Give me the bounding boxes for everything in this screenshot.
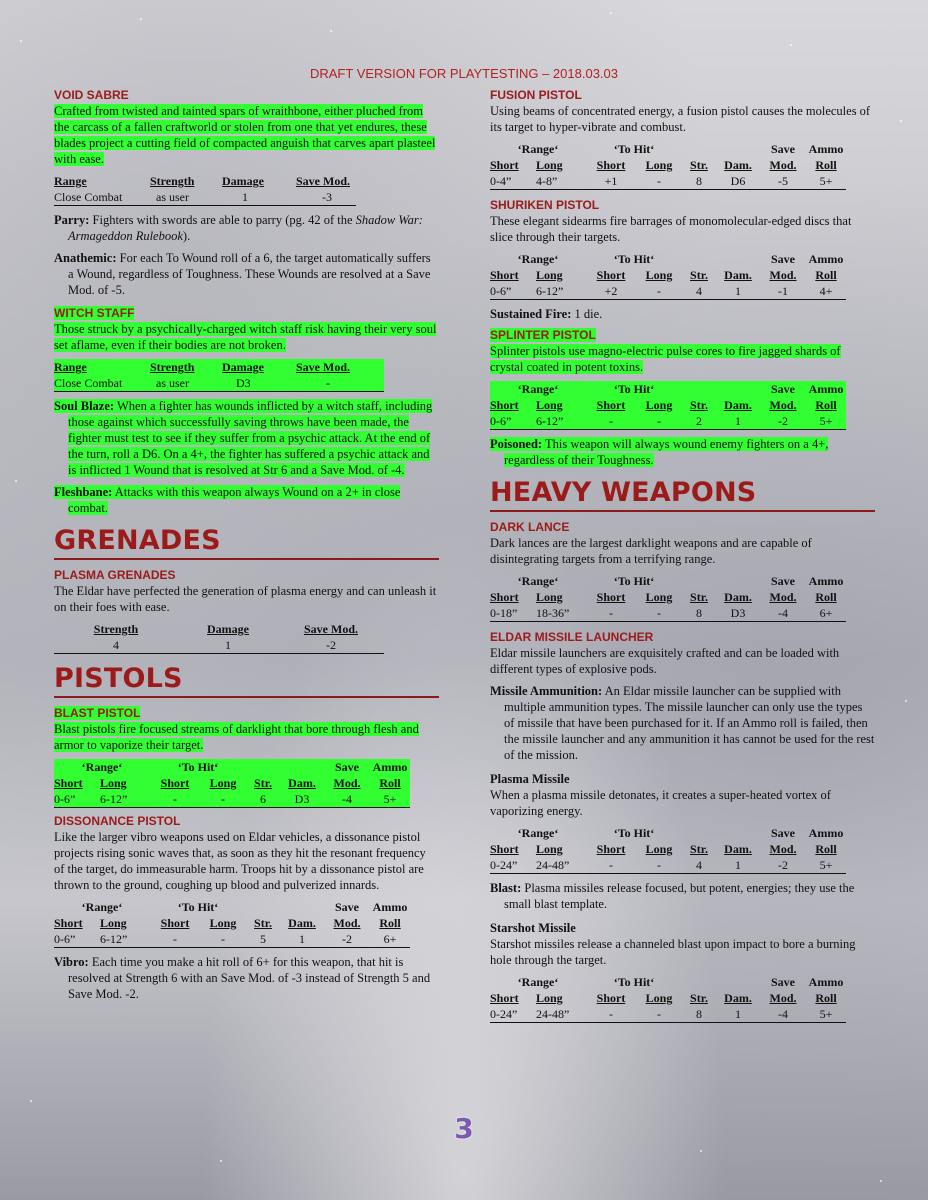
table-header: Short <box>54 916 83 930</box>
table-cell: 1 <box>299 932 305 946</box>
table-cell: -2 <box>342 932 352 946</box>
table-header: Short <box>490 842 519 856</box>
table-header: Roll <box>806 397 846 413</box>
table-header: Long <box>536 158 563 172</box>
table-header: Long <box>645 991 673 1005</box>
weapon-name: ELDAR MISSILE LAUNCHER <box>490 630 654 644</box>
table-header: ‘To Hit‘ <box>613 252 655 266</box>
rule-label: Soul Blaze: <box>54 399 115 413</box>
weapon-description: Splinter pistols use magno-electric pulse cores to fire jagged shards of crystal coated in potent toxins. <box>490 344 841 374</box>
table-header: Roll <box>370 775 410 791</box>
table-header: Dam. <box>724 991 752 1005</box>
stats-table <box>54 173 356 206</box>
table-header: Short <box>596 842 626 856</box>
ranged-stats-table <box>490 573 846 622</box>
rule-text: This weapon will always wound enemy fighters on a 4+, regardless of their Toughness. <box>504 437 829 467</box>
table-cell: - <box>200 791 246 808</box>
table-cell: 4 <box>696 284 702 298</box>
table-header: Dam. <box>280 775 324 791</box>
ranged-stats-table <box>54 759 410 808</box>
table-cell: -3 <box>322 190 332 204</box>
table-cell: Close Combat <box>54 375 150 392</box>
table-header: Long <box>645 268 673 282</box>
table-header: Save <box>771 252 795 266</box>
weapon-name: DISSONANCE PISTOL <box>54 814 181 828</box>
page-number: 3 <box>454 1112 474 1145</box>
table-cell: 5+ <box>819 174 833 188</box>
ranged-stats-table <box>490 381 846 430</box>
table-header: Damage <box>222 174 264 188</box>
table-header: Roll <box>815 268 837 282</box>
table-cell: -2 <box>326 638 336 652</box>
table-header: ‘To Hit‘ <box>613 574 655 588</box>
weapon-description: Blast pistols fire focused streams of darklight that bore through flesh and armor to vaporize their target. <box>54 722 419 752</box>
table-header: ‘To Hit‘ <box>586 381 682 397</box>
table-header: Ammo <box>808 142 844 156</box>
table-header: ‘To Hit‘ <box>613 142 655 156</box>
table-cell: 0-6” <box>54 932 76 946</box>
table-cell: 0-6” <box>490 284 512 298</box>
table-header: Str. <box>682 397 716 413</box>
table-header: Save <box>771 142 795 156</box>
rule-label: Vibro: <box>54 955 89 969</box>
rule-sustained-fire <box>490 306 875 322</box>
table-header: Long <box>636 397 682 413</box>
table-header: Str. <box>690 991 708 1005</box>
table-header: Save <box>324 759 370 775</box>
table-cell: 1 <box>225 638 231 652</box>
table-cell: - <box>636 413 682 430</box>
background-star <box>880 1180 882 1182</box>
table-cell: as user <box>150 375 222 392</box>
rule-blast <box>490 880 875 912</box>
table-header: Short <box>596 590 626 604</box>
section-title: GRENADES <box>54 526 439 560</box>
table-header: ‘To Hit‘ <box>177 900 219 914</box>
table-header: Range <box>54 174 87 188</box>
table-header: Range <box>54 359 150 375</box>
table-cell: -1 <box>778 284 788 298</box>
table-cell: - <box>657 174 661 188</box>
table-cell: 4 <box>696 858 702 872</box>
table-cell: 5+ <box>370 791 410 808</box>
left-column <box>54 88 439 1008</box>
table-cell: 6-12” <box>536 413 586 430</box>
table-header: Dam. <box>724 842 752 856</box>
table-header: Short <box>490 991 519 1005</box>
table-header: Save <box>760 381 806 397</box>
table-cell: - <box>657 606 661 620</box>
table-header: Save <box>771 826 795 840</box>
table-cell: 0-4” <box>490 174 512 188</box>
table-cell: 4+ <box>819 284 833 298</box>
weapon-name: SHURIKEN PISTOL <box>490 198 600 212</box>
table-cell: D3 <box>222 375 296 392</box>
table-header: ‘Range‘ <box>54 759 150 775</box>
table-cell: - <box>609 606 613 620</box>
table-header: Save Mod. <box>296 359 384 375</box>
table-header: Damage <box>222 359 296 375</box>
rule-italic: Shadow War: Armageddon Rulebook <box>68 213 423 243</box>
background-star <box>700 1150 702 1152</box>
background-star <box>30 1100 32 1102</box>
table-header: Ammo <box>808 975 844 989</box>
rule-label: Fleshbane: <box>54 485 113 499</box>
rule-label: Poisoned: <box>490 437 543 451</box>
table-header: Roll <box>815 590 837 604</box>
table-header: Short <box>490 158 519 172</box>
background-star <box>610 12 612 14</box>
table-header: Str. <box>246 775 280 791</box>
table-header: Mod. <box>769 842 797 856</box>
table-cell: 0-6” <box>54 791 100 808</box>
table-cell: 0-24” <box>490 858 518 872</box>
rule-anathemic <box>54 250 439 298</box>
table-cell: 8 <box>696 606 702 620</box>
table-cell: - <box>657 284 661 298</box>
table-cell: +2 <box>604 284 618 298</box>
table-header: Long <box>645 590 673 604</box>
ranged-stats-table <box>54 899 410 948</box>
table-cell: -5 <box>778 174 788 188</box>
table-header: Ammo <box>808 826 844 840</box>
table-header: Str. <box>690 842 708 856</box>
table-cell: 1 <box>735 858 741 872</box>
background-star <box>905 700 907 702</box>
rule-vibro <box>54 954 439 1002</box>
table-header: Mod. <box>769 158 797 172</box>
rule-soul-blaze <box>54 398 439 478</box>
table-header: ‘Range‘ <box>517 142 559 156</box>
table-header: ‘To Hit‘ <box>613 975 655 989</box>
table-header: Strength <box>150 174 195 188</box>
table-header: Mod. <box>333 916 361 930</box>
table-header <box>246 899 324 915</box>
table-header: Long <box>536 268 563 282</box>
ranged-stats-table <box>490 825 846 874</box>
rule-text: Each time you make a hit roll of 6+ for this weapon, that hit is resolved at Strength 6 with an Save Mod. of -3 instead of Strength 5 and Save Mod. -2. <box>68 955 431 1001</box>
rule-label: Anathemic: <box>54 251 117 265</box>
table-cell: - <box>586 413 636 430</box>
table-cell: D6 <box>730 174 746 188</box>
table-header: Dam. <box>716 397 760 413</box>
table-header: Ammo <box>372 900 408 914</box>
table-header <box>682 825 760 841</box>
table-cell: -2 <box>760 413 806 430</box>
table-header: Str. <box>690 158 708 172</box>
table-header: Save <box>771 975 795 989</box>
table-header <box>682 573 760 589</box>
rule-label: Parry: <box>54 213 90 227</box>
table-header: Damage <box>207 622 249 636</box>
table-cell: +1 <box>604 174 618 188</box>
table-header: ‘To Hit‘ <box>150 759 246 775</box>
weapon-name: DARK LANCE <box>490 520 570 534</box>
table-header: Dam. <box>288 916 316 930</box>
table-header: Long <box>536 397 586 413</box>
section-title: HEAVY WEAPONS <box>490 478 875 512</box>
weapon-description: The Eldar have perfected the generation of plasma energy and can unleash it on their foes with ease. <box>54 584 437 614</box>
table-cell: 1 <box>716 413 760 430</box>
weapon-name: PLASMA GRENADES <box>54 568 176 582</box>
table-header: Str. <box>254 916 272 930</box>
table-header: Dam. <box>724 268 752 282</box>
table-header: Roll <box>815 991 837 1005</box>
table-cell: 0-18” <box>490 606 518 620</box>
table-cell: as user <box>156 190 189 204</box>
table-header: Short <box>490 268 519 282</box>
section-title: PISTOLS <box>54 664 439 698</box>
draft-header: DRAFT VERSION FOR PLAYTESTING – 2018.03.03 <box>309 66 618 81</box>
background-star <box>330 30 332 32</box>
table-cell: 6-12” <box>100 791 150 808</box>
ranged-stats-table <box>490 251 846 300</box>
table-header: Ammo <box>808 574 844 588</box>
table-cell: D3 <box>280 791 324 808</box>
rule-text: Attacks with this weapon always Wound on a 2+ in close combat. <box>68 485 401 515</box>
weapon-name: BLAST PISTOL <box>54 706 141 720</box>
background-star <box>790 44 792 46</box>
weapon-description: Using beams of concentrated energy, a fusion pistol causes the molecules of its target to hyper-vibrate and combust. <box>490 104 871 134</box>
table-header: Str. <box>690 590 708 604</box>
background-star <box>220 1160 222 1162</box>
table-header: Mod. <box>769 268 797 282</box>
table-header: Ammo <box>808 252 844 266</box>
table-header: Long <box>100 775 150 791</box>
background-star <box>140 18 142 20</box>
weapon-description: Like the larger vibro weapons used on Eldar vehicles, a dissonance pistol projects rising sonic waves that, as soon as they hit the resonant frequency of the target, do immeasurable harm. Troops hit by a dissonance pistol are thrown to the ground, coughing up blood and pulverized innards. <box>54 830 426 892</box>
table-header: Short <box>596 991 626 1005</box>
table-header: Mod. <box>769 590 797 604</box>
weapon-description: Crafted from twisted and tainted spars of wraithbone, either pluched from the carcass of a fallen craftworld or stolen from one that yet endures, these blades project a cutting field of compacted anguish that carves apart plasteel with ease. <box>54 104 436 166</box>
stats-table <box>54 359 384 392</box>
table-header: Save Mod. <box>296 174 350 188</box>
table-header: Short <box>490 590 519 604</box>
ranged-stats-table <box>490 974 846 1023</box>
stats-table <box>54 621 384 654</box>
table-header: Ammo <box>370 759 410 775</box>
table-header: Long <box>200 775 246 791</box>
table-cell: - <box>173 932 177 946</box>
table-header <box>682 974 760 990</box>
table-cell: 8 <box>696 174 702 188</box>
table-cell: 6+ <box>383 932 397 946</box>
weapon-description: These elegant sidearms fire barrages of monomolecular-edged discs that slice through their targets. <box>490 214 852 244</box>
table-header <box>246 759 324 775</box>
table-header: ‘Range‘ <box>517 975 559 989</box>
table-cell: 8 <box>696 1007 702 1021</box>
table-cell: D3 <box>730 606 746 620</box>
table-header: Long <box>645 842 673 856</box>
table-header: Long <box>100 916 127 930</box>
table-header: Mod. <box>760 397 806 413</box>
table-cell: 5 <box>260 932 266 946</box>
table-cell: - <box>657 858 661 872</box>
table-cell: 6-12” <box>536 284 564 298</box>
weapon-name: VOID SABRE <box>54 88 129 102</box>
table-cell: - <box>150 791 200 808</box>
rule-text: 1 die. <box>571 307 603 321</box>
table-cell: 24-48” <box>536 858 570 872</box>
table-cell: - <box>609 858 613 872</box>
rule-parry <box>54 212 439 244</box>
rule-text: When a fighter has wounds inflicted by a witch staff, including those against which successfully saving throws have been made, the fighter must test to see if they suffer from a psychic attack. At the end of the turn, roll a D6. On a 4+, the fighter has suffered a psychic attack and is inflicted 1 Wound that is resolved at Str 6 and a Save Mod. of -4. <box>68 399 433 477</box>
weapon-name: FUSION PISTOL <box>490 88 582 102</box>
background-star <box>900 120 902 122</box>
rule-fleshbane <box>54 484 439 516</box>
table-header: Save <box>335 900 359 914</box>
table-header: Short <box>490 397 536 413</box>
rule-text: An Eldar missile launcher can be supplied with multiple ammunition types. The missile launcher can only use the types of missile that have been purchased for it. If an Ammo roll is failed, then the missile launcher and any ammunition it has cannot be used for the rest of the mission. <box>504 684 875 762</box>
table-header: Short <box>160 916 190 930</box>
table-cell: 4 <box>113 638 119 652</box>
background-star <box>15 480 17 482</box>
rule-text: For each To Wound roll of a 6, the target automatically suffers a Wound, regardless of Toughness. These Wounds are resolved at a Save Mod. of -5. <box>68 251 431 297</box>
table-header: ‘Range‘ <box>517 252 559 266</box>
table-cell: 24-48” <box>536 1007 570 1021</box>
table-header: Save Mod. <box>304 622 358 636</box>
weapon-description: Starshot missiles release a channeled blast upon impact to bore a burning hole through the target. <box>490 937 856 967</box>
table-header: Long <box>536 590 563 604</box>
weapon-description: Dark lances are the largest darklight weapons and are capable of disintegrating targets from a terrifying range. <box>490 536 812 566</box>
weapon-description: When a plasma missile detonates, it creates a super-heated vortex of vaporizing energy. <box>490 788 831 818</box>
table-cell: 6+ <box>819 606 833 620</box>
table-header: Ammo <box>806 381 846 397</box>
table-header: Long <box>645 158 673 172</box>
table-header <box>682 141 760 157</box>
table-cell: 4-8” <box>536 174 558 188</box>
weapon-description: Those struck by a psychically-charged witch staff risk having their very soul set aflame, even if their bodies are not broken. <box>54 322 437 352</box>
table-cell: 1 <box>735 1007 741 1021</box>
rule-label: Blast: <box>490 881 522 895</box>
weapon-name: SPLINTER PISTOL <box>490 328 596 342</box>
table-header: Short <box>586 397 636 413</box>
table-header: ‘Range‘ <box>517 826 559 840</box>
table-cell: - <box>657 1007 661 1021</box>
subweapon-name: Starshot Missile <box>490 921 576 935</box>
table-cell: 6 <box>246 791 280 808</box>
table-cell: 5+ <box>806 413 846 430</box>
background-star <box>20 40 22 42</box>
rule-text: Plasma missiles release focused, but potent, energies; they use the small blast template. <box>504 881 855 911</box>
table-cell: 5+ <box>819 1007 833 1021</box>
table-cell: Close Combat <box>54 190 123 204</box>
table-header <box>682 251 760 267</box>
table-header: Str. <box>690 268 708 282</box>
table-cell: 1 <box>242 190 248 204</box>
table-cell: - <box>609 1007 613 1021</box>
rule-label: Missile Ammunition: <box>490 684 603 698</box>
subweapon-name: Plasma Missile <box>490 772 570 786</box>
table-cell: -2 <box>778 858 788 872</box>
table-header: Long <box>209 916 237 930</box>
rule-label: Sustained Fire: <box>490 307 572 321</box>
table-cell: 18-36” <box>536 606 570 620</box>
table-header: Short <box>596 158 626 172</box>
table-header: Strength <box>93 622 139 636</box>
weapon-description: Eldar missile launchers are exquisitely crafted and can be loaded with different types of explosive pods. <box>490 646 840 676</box>
table-cell: - <box>296 375 384 392</box>
table-header: Roll <box>815 158 837 172</box>
rule-poisoned <box>490 436 875 468</box>
table-cell: 0-24” <box>490 1007 518 1021</box>
table-header <box>682 381 760 397</box>
rule-missile-ammunition <box>490 683 875 763</box>
table-cell: 1 <box>735 284 741 298</box>
weapon-name: WITCH STAFF <box>54 306 135 320</box>
table-header: Roll <box>379 916 401 930</box>
table-cell: 2 <box>682 413 716 430</box>
table-header: ‘To Hit‘ <box>613 826 655 840</box>
table-header: Roll <box>815 842 837 856</box>
table-cell: - <box>221 932 225 946</box>
table-cell: 5+ <box>819 858 833 872</box>
table-header: ‘Range‘ <box>81 900 123 914</box>
table-cell: -4 <box>324 791 370 808</box>
table-header: Strength <box>150 359 222 375</box>
table-header: Long <box>536 991 563 1005</box>
rule-text: ). <box>182 229 191 243</box>
table-header: Mod. <box>324 775 370 791</box>
table-header: Short <box>596 268 626 282</box>
table-cell: 6-12” <box>100 932 128 946</box>
table-cell: 0-6” <box>490 413 536 430</box>
table-header: ‘Range‘ <box>517 574 559 588</box>
table-cell: -4 <box>778 1007 788 1021</box>
table-cell: -4 <box>778 606 788 620</box>
table-header: Short <box>54 775 100 791</box>
table-header: Dam. <box>724 158 752 172</box>
table-header: Save <box>771 574 795 588</box>
table-header: Mod. <box>769 991 797 1005</box>
table-header: ‘Range‘ <box>490 381 586 397</box>
table-header: Dam. <box>724 590 752 604</box>
table-header: Long <box>536 842 563 856</box>
ranged-stats-table <box>490 141 846 190</box>
table-header: Short <box>150 775 200 791</box>
rule-text: Fighters with swords are able to parry (pg. 42 of the <box>89 213 356 227</box>
right-column <box>490 88 875 1029</box>
